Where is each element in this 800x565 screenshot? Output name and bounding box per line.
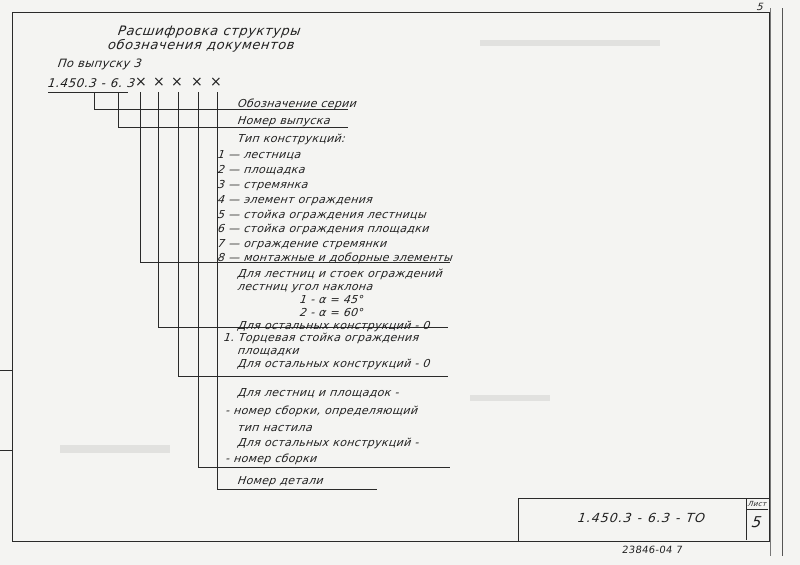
- placeholder-mark: ×: [191, 74, 203, 90]
- placeholder-mark: ×: [210, 74, 222, 90]
- type-item: 7 — ограждение стремянки: [217, 237, 389, 250]
- endpost-line: [178, 376, 448, 377]
- type-item: 8 — монтажные и доборные элементы: [217, 251, 455, 264]
- archive-code: 23846-04 7: [621, 545, 684, 556]
- endpost-text: Для остальных конструкций - 0: [237, 357, 432, 370]
- series-label: Обозначение серии: [237, 97, 358, 110]
- code-prefix: 1.450.3 - 6. 3: [47, 76, 137, 90]
- title-line-1: Расшифровка структуры: [116, 24, 303, 39]
- placeholder-mark: ×: [171, 74, 183, 90]
- angle-text: Для остальных конструкций - 0: [237, 319, 432, 332]
- sheet-label: Лист: [747, 500, 768, 508]
- part-label: Номер детали: [237, 474, 325, 487]
- assembly-text: Для лестниц и площадок -: [237, 386, 401, 399]
- type-item: 4 — элемент ограждения: [217, 193, 374, 206]
- title-line-2: обозначения документов: [106, 38, 297, 53]
- assembly-text: тип настила: [237, 421, 314, 434]
- margin-tick: [0, 450, 12, 451]
- part-line: [217, 489, 377, 490]
- binding-line: [782, 8, 783, 556]
- issue-entry-label: Номер выпуска: [237, 114, 332, 127]
- leader-series: [94, 92, 95, 109]
- corner-mark: 5: [756, 2, 765, 13]
- angle-text: Для лестниц и стоек ограждений: [237, 267, 444, 280]
- assembly-line: [198, 467, 450, 468]
- type-item: 1 — лестница: [217, 148, 303, 161]
- endpost-text: площадки: [237, 344, 301, 357]
- bleed-mark: [60, 445, 170, 453]
- type-item: 6 — стойка ограждения площадки: [217, 222, 431, 235]
- leader-endpost: [178, 92, 179, 376]
- issue-label: По выпуску 3: [57, 56, 144, 70]
- type-item: 5 — стойка ограждения лестницы: [217, 208, 428, 221]
- document-code: 1.450.3 - 6.3 - ТО: [576, 510, 708, 525]
- endpost-text: 1. Торцевая стойка ограждения: [223, 331, 421, 344]
- leader-assembly: [198, 92, 199, 467]
- assembly-text: Для остальных конструкций -: [237, 436, 421, 449]
- bleed-mark: [480, 40, 660, 46]
- assembly-text: - номер сборки: [225, 452, 319, 465]
- placeholder-mark: ×: [153, 74, 165, 90]
- type-title: Тип конструкций:: [237, 132, 347, 145]
- sheet-label-divider: [746, 509, 768, 510]
- assembly-text: - номер сборки, определяющий: [225, 404, 420, 417]
- placeholder-mark: ×: [135, 74, 147, 90]
- type-item: 3 — стремянка: [217, 178, 310, 191]
- code-underline: [48, 92, 128, 93]
- angle-option: 1 - α = 45°: [299, 293, 366, 306]
- type-item: 2 — площадка: [217, 163, 307, 176]
- issue-line: [118, 127, 348, 128]
- leader-type: [140, 92, 141, 262]
- angle-text: лестниц угол наклона: [237, 280, 375, 293]
- margin-tick: [0, 370, 12, 371]
- bleed-mark: [470, 395, 550, 401]
- sheet-number: 5: [750, 513, 764, 531]
- angle-option: 2 - α = 60°: [299, 306, 366, 319]
- binding-line-inner: [770, 8, 771, 556]
